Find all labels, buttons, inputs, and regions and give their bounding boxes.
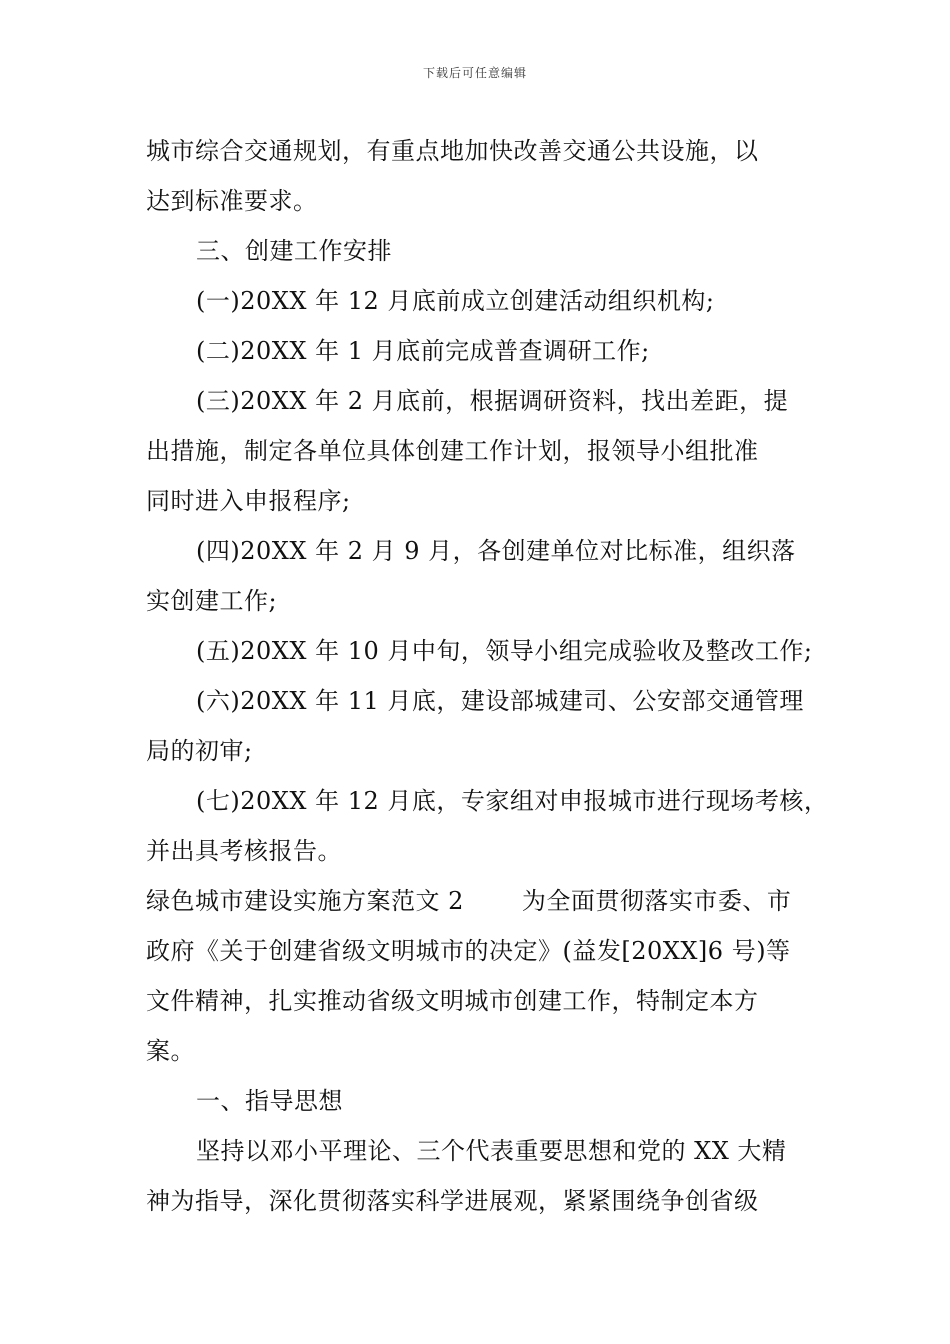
text-line: 并出具考核报告。 [146,837,342,865]
text-line: (三)20XX 年 2 月底前，根据调研资料，找出差距，提 [196,387,789,415]
page-header: 下载后可任意编辑 [422,66,527,80]
text-line: 案。 [146,1037,195,1065]
text-line: (五)20XX 年 10 月中旬，领导小组完成验收及整改工作; [196,637,813,665]
text-line: (一)20XX 年 12 月底前成立创建活动组织机构; [196,287,715,315]
section-heading: 一、指导思想 [196,1087,343,1115]
text-line: 文件精神，扎实推动省级文明城市创建工作，特制定本方 [146,987,759,1015]
text-line: (七)20XX 年 12 月底，专家组对申报城市进行现场考核， [196,787,829,815]
text-line: 实创建工作; [146,587,278,615]
section-heading: 三、创建工作安排 [196,237,392,265]
text-line: 同时进入申报程序; [146,487,351,515]
text-line-tail: 为全面贯彻落实市委、市 [521,887,792,915]
text-line: 达到标准要求。 [146,187,318,215]
text-line: 城市综合交通规划，有重点地加快改善交通公共设施，以 [146,137,759,165]
text-line: (六)20XX 年 11 月底，建设部城建司、公安部交通管理 [196,687,804,715]
document-body [146,126,829,1226]
text-line: 政府《关于创建省级文明城市的决定》(益发[20XX]6 号)等 [146,937,791,965]
text-line: (二)20XX 年 1 月底前完成普查调研工作; [196,337,650,365]
text-line: 局的初审; [146,737,253,765]
text-line: 神为指导，深化贯彻落实科学进展观，紧紧围绕争创省级 [146,1187,759,1215]
text-line: (四)20XX 年 2 月 9 月，各创建单位对比标准，组织落 [196,537,796,565]
text-line-with-title [146,876,814,926]
text-line: 出措施，制定各单位具体创建工作计划，报领导小组批准 [146,437,759,465]
text-line: 坚持以邓小平理论、三个代表重要思想和党的 XX 大精 [196,1137,787,1165]
article-title: 绿色城市建设实施方案范文 2 [146,887,464,915]
